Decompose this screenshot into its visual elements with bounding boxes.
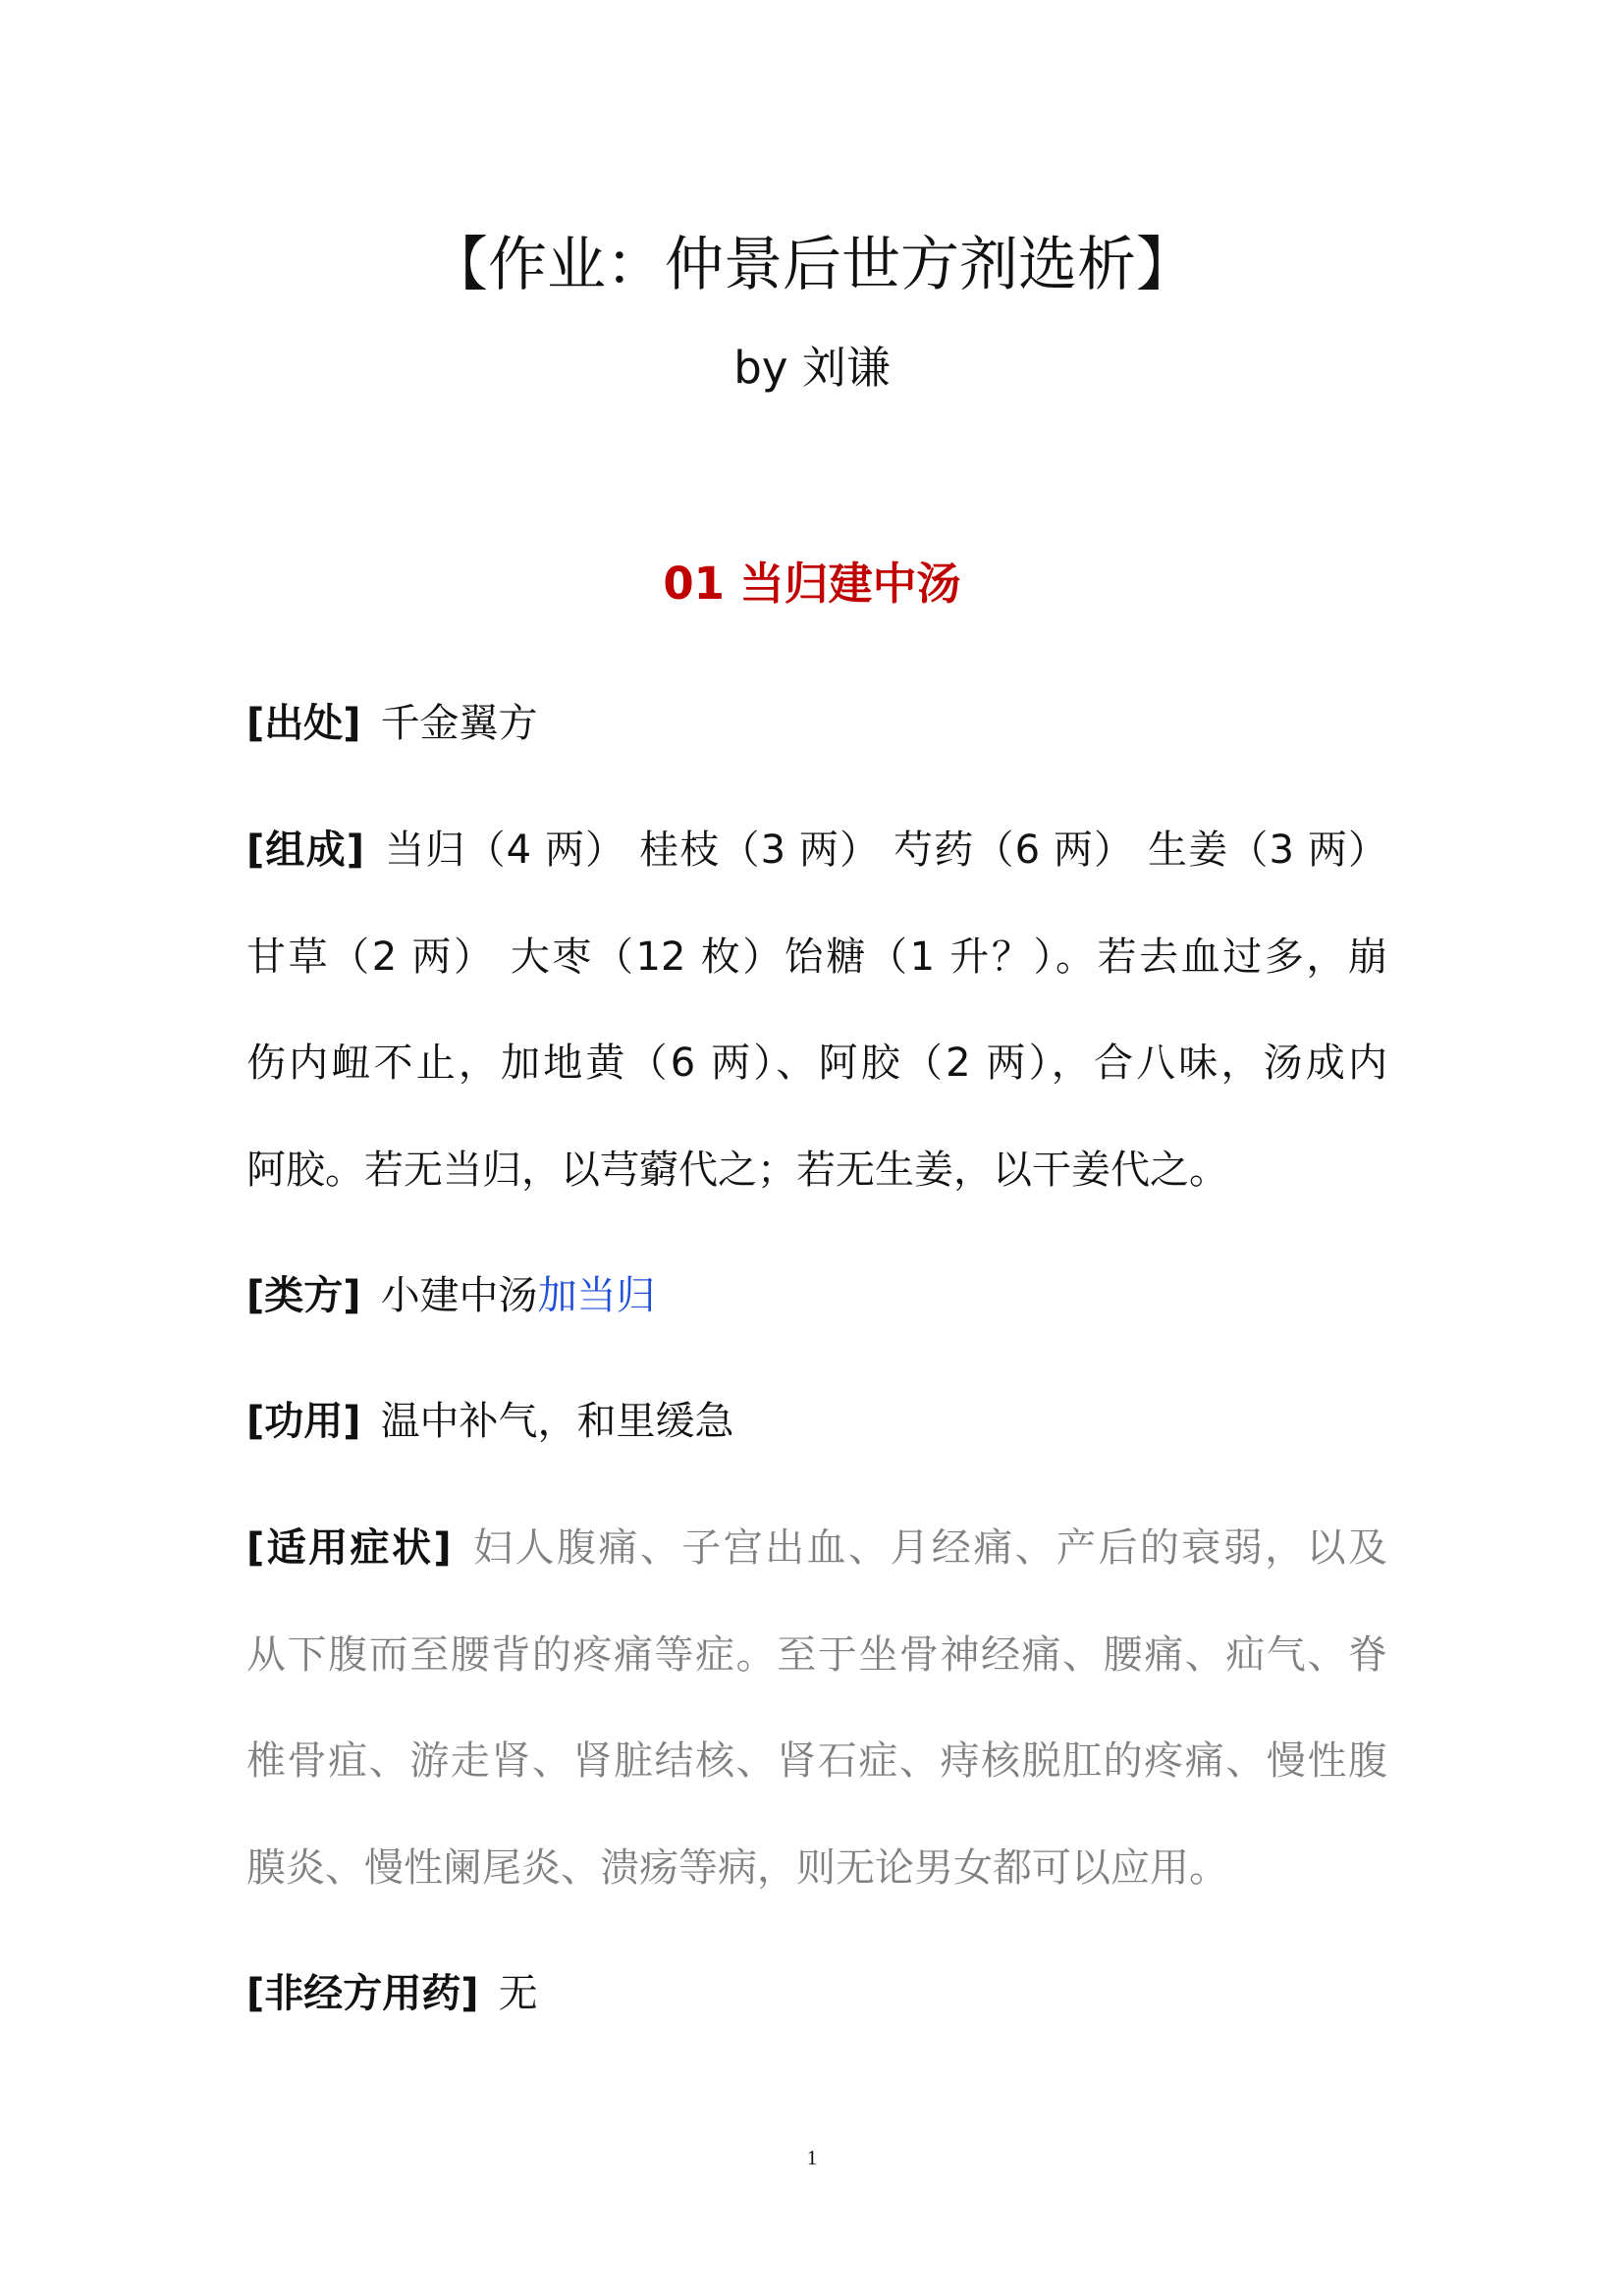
indications-line-4: 膜炎、慢性阑尾炎、溃疡等病，则无论男女都可以应用。 xyxy=(246,1845,1228,1891)
similar-label: [类方] xyxy=(246,1273,361,1318)
non-classical-label: [非经方用药] xyxy=(246,1971,479,2016)
composition-line-2: 甘草（2 两） 大枣（12 枚）饴糖（1 升？）。若去血过多，崩 xyxy=(246,934,1387,980)
composition-label: [组成] xyxy=(246,828,365,873)
function-label: [功用] xyxy=(246,1399,361,1444)
function-value: 温中补气，和里缓急 xyxy=(380,1399,734,1444)
indications-line-3: 椎骨疽、游走肾、肾脏结核、肾石症、痔核脱肛的疼痛、慢性腹 xyxy=(246,1738,1387,1784)
page-number: 1 xyxy=(806,2146,818,2169)
source-row xyxy=(246,694,1387,753)
similar-highlight: 加当归 xyxy=(537,1273,656,1318)
composition-line-1 xyxy=(246,821,1387,880)
function-row xyxy=(246,1392,1387,1451)
indications-text-1: 妇人腹痛、子宫出血、月经痛、产后的衰弱，以及 xyxy=(470,1525,1388,1571)
composition-line-4: 阿胶。若无当归，以芎藭代之；若无生姜，以干姜代之。 xyxy=(246,1148,1228,1193)
section-title: 01 当归建中汤 xyxy=(663,558,961,610)
composition-line-3: 伤内衄不止，加地黄（6 两）、阿胶（2 两），合八味，汤成内 xyxy=(246,1041,1387,1086)
similar-value: 小建中汤 xyxy=(380,1273,538,1318)
indications-label: [适用症状] xyxy=(246,1525,452,1571)
composition-text-1: 当归（4 两） 桂枝（3 两） 芍药（6 两） 生姜（3 两） xyxy=(384,828,1387,873)
non-classical-value: 无 xyxy=(498,1971,538,2016)
indications-line-2: 从下腹而至腰背的疼痛等症。至于坐骨神经痛、腰痛、疝气、脊 xyxy=(246,1632,1387,1678)
document-author: by 刘谦 xyxy=(733,342,891,394)
source-value: 千金翼方 xyxy=(380,701,538,746)
source-label: [出处] xyxy=(246,701,361,746)
document-title: 【作业：仲景后世方剂选析】 xyxy=(429,231,1195,299)
similar-row xyxy=(246,1266,1387,1325)
non-classical-row xyxy=(246,1964,1387,2023)
indications-line-1 xyxy=(246,1519,1387,1577)
